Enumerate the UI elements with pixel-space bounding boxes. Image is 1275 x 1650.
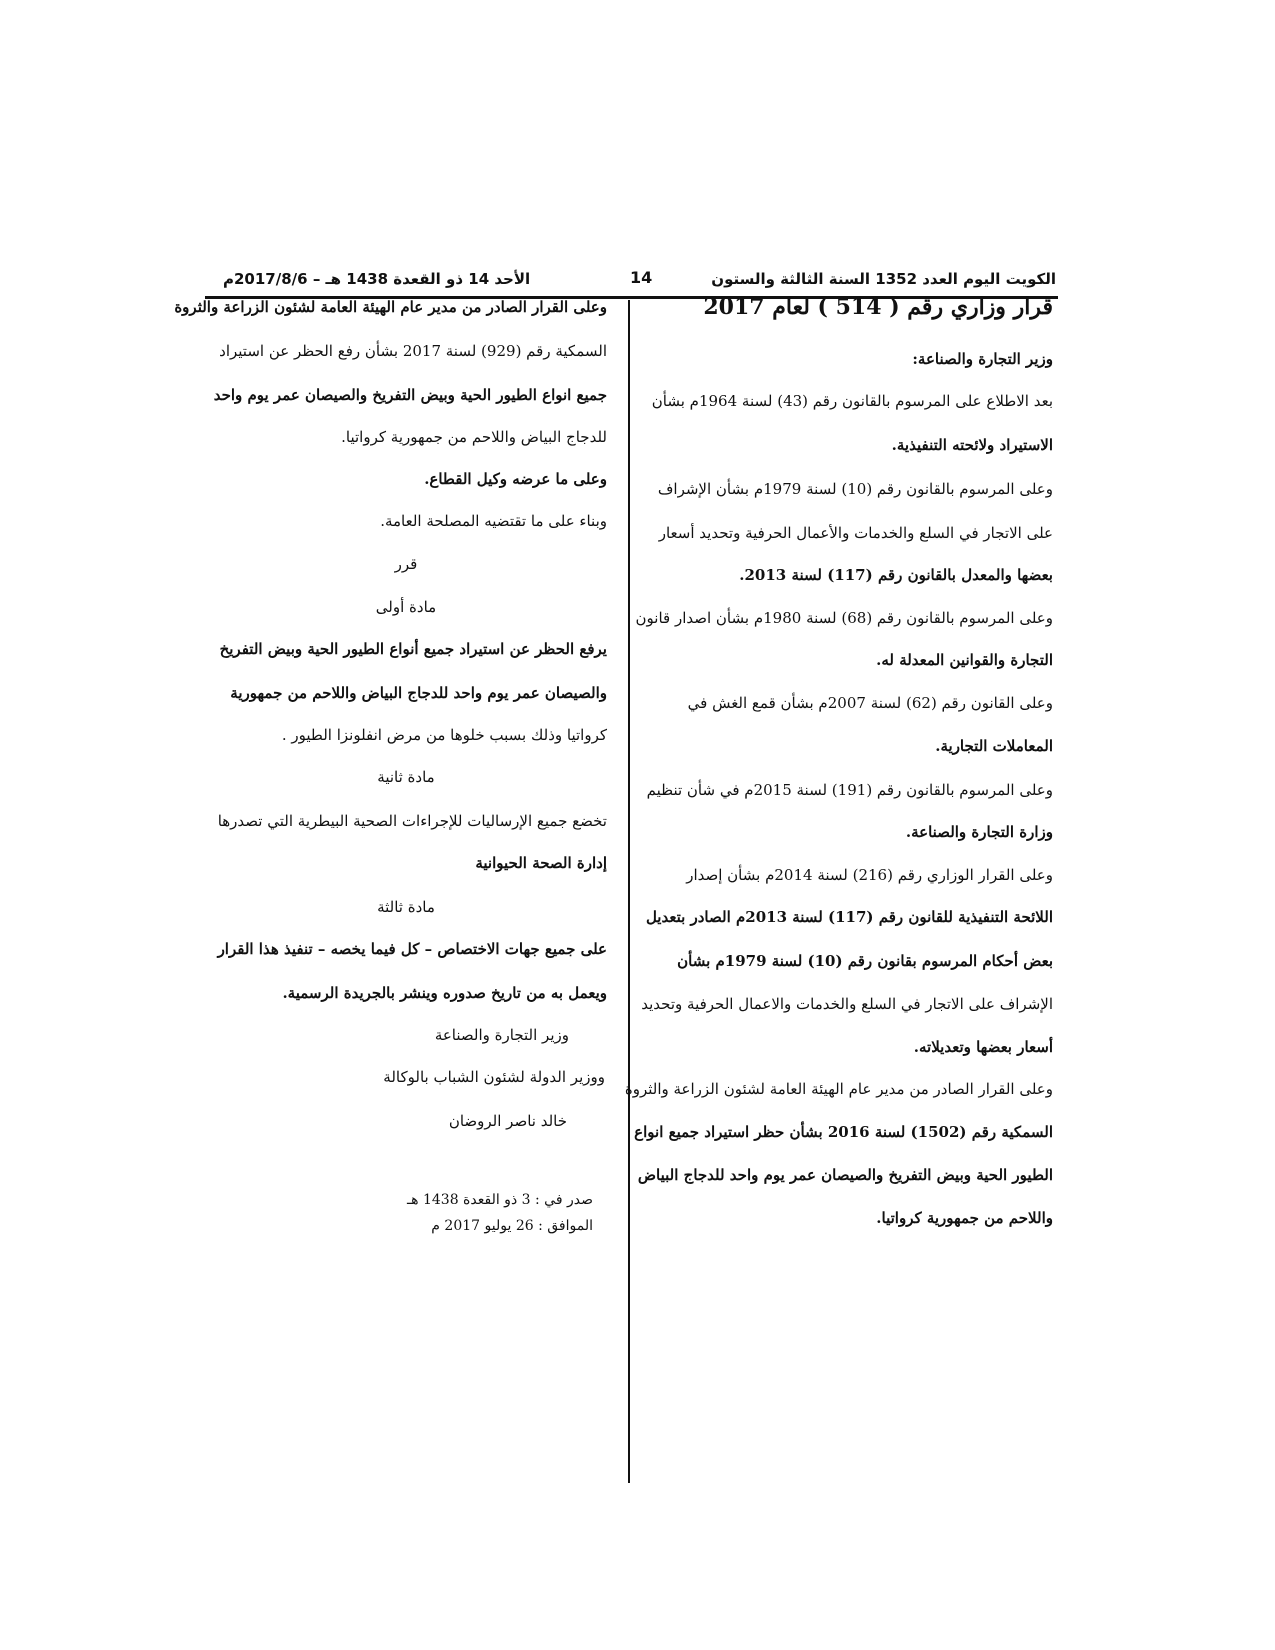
text-line: تخضع جميع الإرساليات للإجراءات الصحية البيطرية التي تصدرها bbox=[217, 812, 607, 830]
text-line: جميع انواع الطيور الحية وبيض التفريخ والصيصان عمر يوم واحد bbox=[213, 386, 607, 404]
text-line: إدارة الصحة الحيوانية bbox=[475, 854, 607, 872]
article1-title: مادة أولى bbox=[375, 598, 437, 616]
text-line: للدجاج البياض واللاحم من جمهورية كرواتيا. bbox=[341, 428, 607, 446]
article3-title: مادة ثالثة bbox=[377, 898, 435, 916]
text-line: اللائحة التنفيذية للقانون رقم (117) لسنة 2013م الصادر بتعديل bbox=[645, 908, 1053, 926]
text-line: وعلى ما عرضه وكيل القطاع. bbox=[424, 470, 607, 488]
text-line: بعض أحكام المرسوم بقانون رقم (10) لسنة 1979م بشأن bbox=[677, 952, 1053, 970]
right-column bbox=[624, 294, 1053, 1300]
text-line: على جميع جهات الاختصاص – كل فيما يخصه – تنفيذ هذا القرار bbox=[217, 940, 607, 958]
text-line: بعد الاطلاع على المرسوم بالقانون رقم (43) لسنة 1964م بشأن bbox=[651, 392, 1053, 410]
text-line: الإشراف على الاتجار في السلع والخدمات والاعمال الحرفية وتحديد bbox=[641, 995, 1053, 1013]
text-line: وعلى المرسوم بالقانون رقم (10) لسنة 1979م بشأن الإشراف bbox=[657, 480, 1053, 498]
text-line: السمكية رقم (1502) لسنة 2016 بشأن حظر استيراد جميع انواع bbox=[634, 1123, 1053, 1141]
text-line: على الاتجار في السلع والخدمات والأعمال الحرفية وتحديد أسعار bbox=[658, 524, 1053, 542]
text-line: وبناء على ما تقتضيه المصلحة العامة. bbox=[380, 512, 607, 530]
text-line: وعلى القانون رقم (62) لسنة 2007م بشأن قمع الغش في bbox=[687, 694, 1053, 712]
text-line: والصيصان عمر يوم واحد للدجاج البياض واللاحم من جمهورية bbox=[230, 684, 607, 702]
text-line: وعلى القرار الصادر من مدير عام الهيئة العامة لشئون الزراعة والثروة bbox=[624, 1080, 1053, 1098]
decree-title: قرار وزاري رقم ( 514 ) لعام 2017 bbox=[703, 294, 1053, 320]
issued-hijri: صدر في : 3 ذو القعدة 1438 هـ bbox=[407, 1192, 593, 1208]
text-line: السمكية رقم (929) لسنة 2017 بشأن رفع الحظر عن استيراد bbox=[219, 342, 607, 360]
text-line: وزارة التجارة والصناعة. bbox=[905, 823, 1053, 841]
column-divider bbox=[628, 300, 630, 1483]
issued-gregorian: الموافق : 26 يوليو 2017 م bbox=[431, 1218, 593, 1234]
page-header bbox=[205, 264, 1058, 294]
text-line: أسعار بعضها وتعديلاته. bbox=[913, 1038, 1053, 1056]
text-line: وعلى المرسوم بالقانون رقم (68) لسنة 1980م بشأن اصدار قانون bbox=[635, 609, 1053, 627]
signature-title-1: وزير التجارة والصناعة bbox=[434, 1026, 569, 1044]
text-line: ويعمل به من تاريخ صدوره وينشر بالجريدة الرسمية. bbox=[282, 984, 607, 1002]
signatory-name: خالد ناصر الروضان bbox=[448, 1112, 567, 1130]
page-number: 14 bbox=[630, 268, 653, 287]
text-line: واللاحم من جمهورية كرواتيا. bbox=[876, 1209, 1053, 1227]
text-line: التجارة والقوانين المعدلة له. bbox=[876, 651, 1053, 669]
decided-heading: قرر bbox=[394, 555, 418, 573]
text-line: وعلى المرسوم بالقانون رقم (191) لسنة 2015م في شأن تنظيم bbox=[646, 781, 1053, 799]
text-line: يرفع الحظر عن استيراد جميع أنواع الطيور الحية وبيض التفريخ bbox=[219, 640, 607, 658]
left-column bbox=[174, 298, 607, 1300]
text-line: وعلى القرار الصادر من مدير عام الهيئة العامة لشئون الزراعة والثروة bbox=[174, 298, 607, 316]
text-line: المعاملات التجارية. bbox=[935, 737, 1053, 755]
text-line: بعضها والمعدل بالقانون رقم (117) لسنة 2013. bbox=[739, 566, 1053, 584]
text-line: الاستيراد ولائحته التنفيذية. bbox=[891, 436, 1053, 454]
decree-issuer: وزير التجارة والصناعة: bbox=[912, 350, 1053, 368]
article2-title: مادة ثانية bbox=[377, 768, 435, 786]
signature-title-2: ووزير الدولة لشئون الشباب بالوكالة bbox=[383, 1068, 605, 1086]
text-line: كرواتيا وذلك بسبب خلوها من مرض انفلونزا الطيور . bbox=[281, 726, 607, 744]
masthead: الكويت اليوم العدد 1352 السنة الثالثة والستون bbox=[711, 270, 1056, 288]
text-line: وعلى القرار الوزاري رقم (216) لسنة 2014م بشأن إصدار bbox=[686, 866, 1053, 884]
issue-date: الأحد 14 ذو القعدة 1438 هـ – 2017/8/6م bbox=[223, 270, 531, 288]
text-line: الطيور الحية وبيض التفريخ والصيصان عمر يوم واحد للدجاج البياض bbox=[637, 1166, 1053, 1184]
